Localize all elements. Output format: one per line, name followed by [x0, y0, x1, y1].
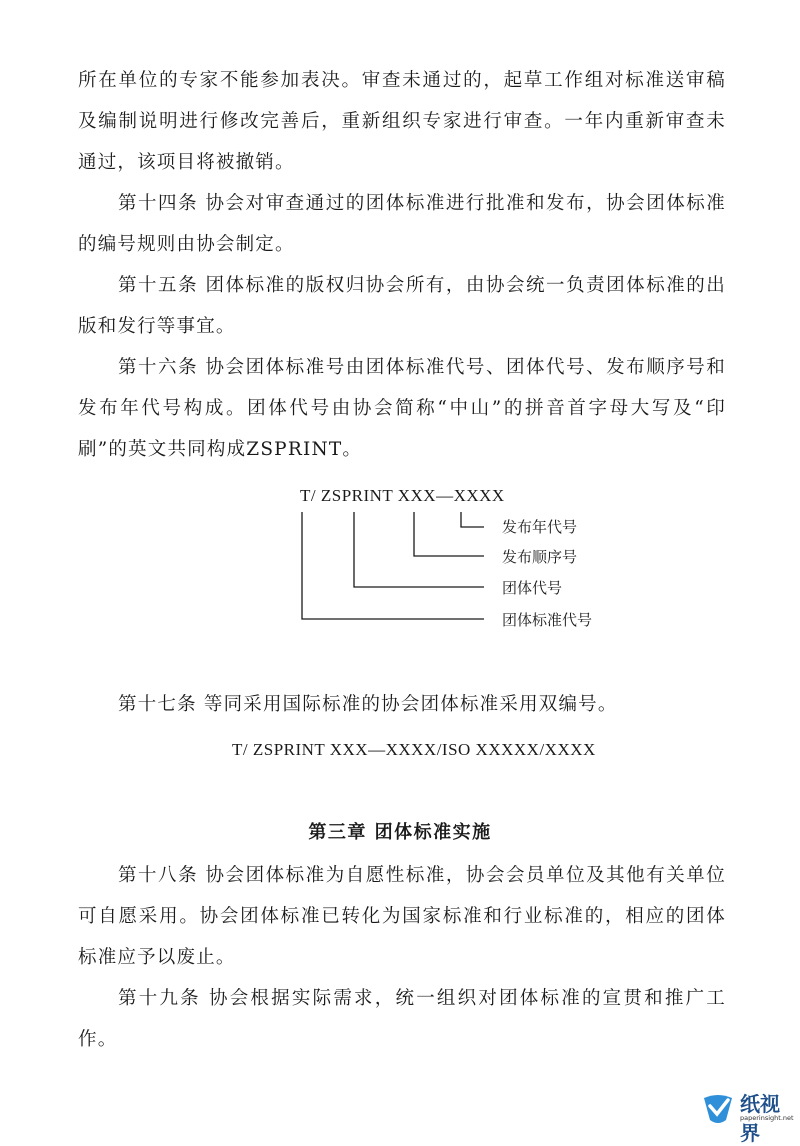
connector-year	[461, 512, 484, 527]
paragraph-article-16: 第十六条 协会团体标准号由团体标准代号、团体代号、发布顺序号和发布年代号构成。团体代号由协会简称“中山”的拼音首字母大写及“印刷”的英文共同构成ZSPRINT。	[78, 357, 726, 460]
paragraph-article-18: 第十八条 协会团体标准为自愿性标准，协会会员单位及其他有关单位可自愿采用。协会团体标准已转化为国家标准和行业标准的，相应的团体标准应予以废止。	[78, 865, 726, 968]
paragraph-review-continuation: 所在单位的专家不能参加表决。审查未通过的，起草工作组对标准送审稿及编制说明进行修改完善后，重新组织专家进行审查。一年内重新审查未通过，该项目将被撤销。	[78, 70, 726, 173]
paragraph-article-17: 第十七条 等同采用国际标准的协会团体标准采用双编号。	[118, 694, 618, 715]
label-release-sequence: 发布顺序号	[502, 548, 578, 566]
label-release-year: 发布年代号	[502, 518, 578, 536]
paragraph-article-14: 第十四条 协会对审查通过的团体标准进行批准和发布，协会团体标准的编号规则由协会制定。	[78, 193, 726, 255]
label-org-code: 团体代号	[502, 579, 563, 597]
dual-number-code: T/ ZSPRINT XXX—XXXX/ISO XXXXX/XXXX	[232, 740, 596, 759]
label-standard-code: 团体标准代号	[502, 611, 593, 629]
watermark-icon	[700, 1090, 736, 1126]
paragraph-article-19: 第十九条 协会根据实际需求，统一组织对团体标准的宣贯和推广工作。	[78, 988, 726, 1050]
connector-sequence	[414, 512, 484, 556]
paragraph-article-15: 第十五条 团体标准的版权归协会所有，由协会统一负责团体标准的出版和发行等事宜。	[78, 275, 726, 337]
watermark-brand: 纸视界	[740, 1092, 780, 1145]
connector-org	[354, 512, 484, 587]
watermark-logo	[700, 1088, 796, 1145]
connector-standard	[302, 512, 484, 619]
diagram-code: T/ ZSPRINT XXX—XXXX	[300, 486, 505, 505]
chapter-title: 第三章 团体标准实施	[308, 822, 492, 843]
watermark-site: paperinsight.net	[740, 1114, 794, 1122]
